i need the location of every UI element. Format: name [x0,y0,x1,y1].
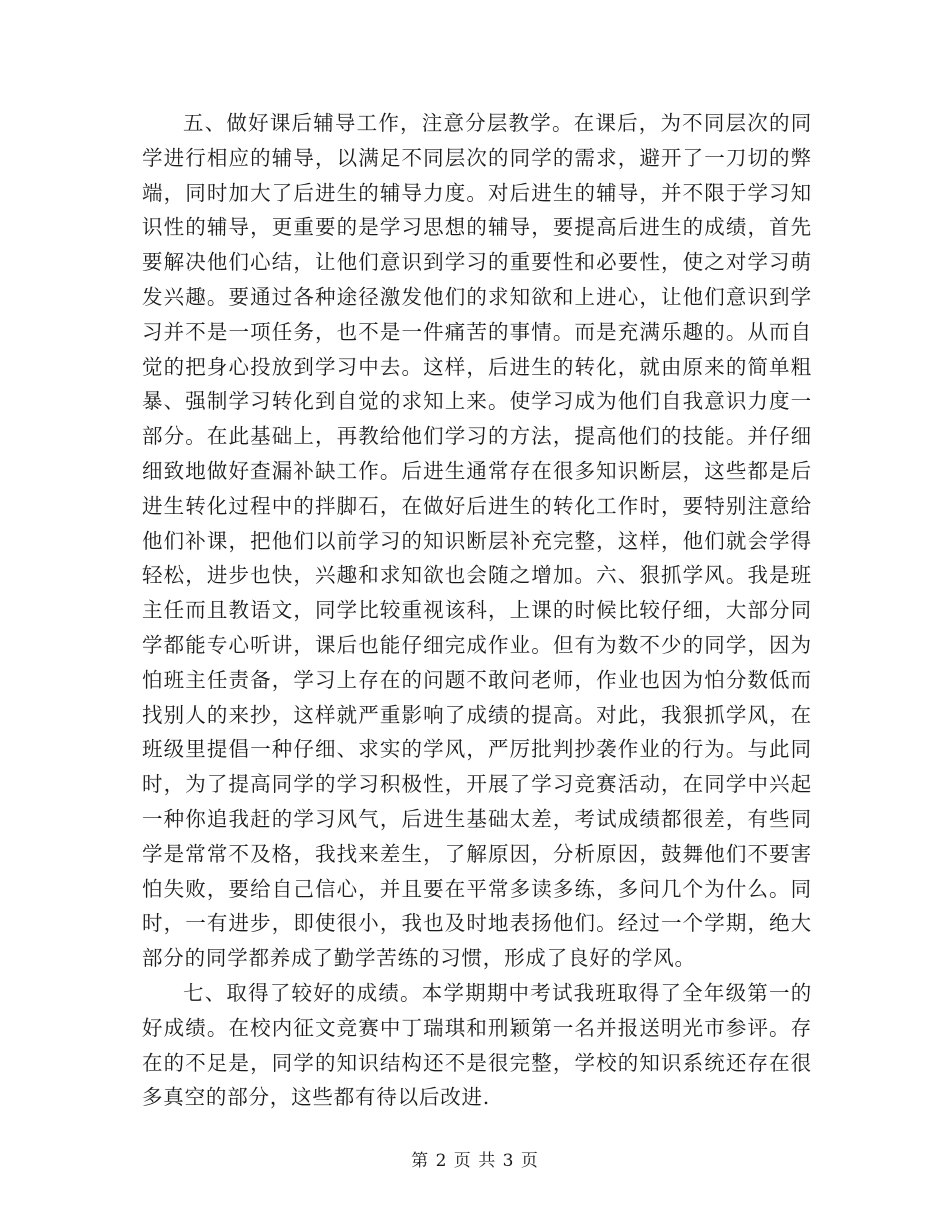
paragraph-section-7: 七、取得了较好的成绩。本学期期中考试我班取得了全年级第一的好成绩。在校内征文竞赛中丁瑞琪和刑颖第一名并报送明光市参评。存在的不足是，同学的知识结构还不是很完整，学校的知识系统还存在很多真空的部分，这些都有待以后改进. [142,980,812,1110]
page-number-footer: 第 2 页 共 3 页 [411,1151,539,1171]
document-body [142,106,812,1115]
paragraph-section-5-6: 五、做好课后辅导工作，注意分层教学。在课后，为不同层次的同学进行相应的辅导，以满足不同层次的同学的需求，避开了一刀切的弊端，同时加大了后进生的辅导力度。对后进生的辅导，并不限于学习知识性的辅导，更重要的是学习思想的辅导，要提高后进生的成绩，首先要解决他们心结，让他们意识到学习的重要性和必要性，使之对学习萌发兴趣。要通过各种途径激发他们的求知欲和上进心，让他们意识到学习并不是一项任务，也不是一件痛苦的事情。而是充满乐趣的。从而自觉的把身心投放到学习中去。这样，后进生的转化，就由原来的简单粗暴、强制学习转化到自觉的求知上来。使学习成为他们自我意识力度一部分。在此基础上，再教给他们学习的方法，提高他们的技能。并仔细细致地做好查漏补缺工作。后进生通常存在很多知识断层，这些都是后进生转化过程中的拌脚石，在做好后进生的转化工作时，要特别注意给他们补课，把他们以前学习的知识断层补充完整，这样，他们就会学得轻松，进步也快，兴趣和求知欲也会随之增加。六、狠抓学风。我是班主任而且教语文，同学比较重视该科，上课的时候比较仔细，大部分同学都能专心听讲，课后也能仔细完成作业。但有为数不少的同学，因为怕班主任责备，学习上存在的问题不敢问老师，作业也因为怕分数低而找别人的来抄，这样就严重影响了成绩的提高。对此，我狠抓学风，在班级里提倡一种仔细、求实的学风，严厉批判抄袭作业的行为。与此同时，为了提高同学的学习积极性，开展了学习竞赛活动，在同学中兴起一种你追我赶的学习风气，后进生基础太差，考试成绩都很差，有些同学是常常不及格，我找来差生，了解原因，分析原因，鼓舞他们不要害怕失败，要给自己信心，并且要在平常多读多练，多问几个为什么。同时，一有进步，即使很小，我也及时地表扬他们。经过一个学期，绝大部分的同学都养成了勤学苦练的习惯，形成了良好的学风。 [142,111,812,971]
